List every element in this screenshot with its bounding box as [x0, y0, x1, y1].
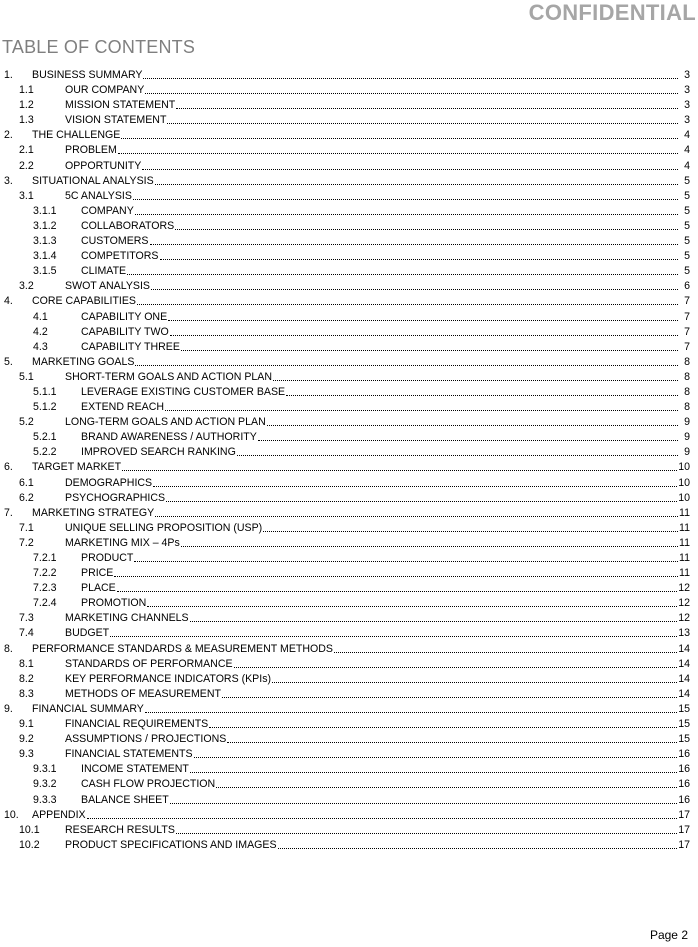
dot-leader: [237, 445, 678, 456]
toc-entry-number: 9.3.1: [33, 763, 57, 776]
toc-entry-label[interactable]: CAPABILITY ONE: [81, 310, 168, 323]
toc-entry-number: 5.2.2: [33, 446, 57, 459]
dot-leader: [118, 143, 678, 154]
confidential-header: CONFIDENTIAL: [528, 0, 696, 25]
dot-leader: [145, 702, 677, 713]
toc-entry-page: 9: [684, 416, 690, 429]
toc-entry-label[interactable]: KEY PERFORMANCE INDICATORS (KPIs): [65, 672, 272, 685]
toc-entry-label[interactable]: OPPORTUNITY: [65, 159, 142, 172]
toc-entry-number: 3.1.4: [33, 250, 57, 263]
toc-entry-label[interactable]: PRODUCT SPECIFICATIONS AND IMAGES: [65, 838, 277, 851]
toc-entry-page: 3: [684, 69, 690, 81]
toc-entry-page: 7: [684, 325, 690, 338]
toc-entry[interactable]: [0, 732, 690, 747]
toc-entry-number: 7.3: [19, 612, 34, 625]
toc-entry-number: 9.3.2: [33, 778, 57, 791]
toc-entry[interactable]: [0, 325, 690, 340]
toc-entry[interactable]: [0, 159, 690, 174]
toc-entry-page: 11: [679, 567, 690, 580]
toc-entry[interactable]: [0, 838, 690, 853]
table-of-contents: [0, 68, 690, 853]
toc-entry-page: 11: [679, 552, 690, 564]
toc-entry-label[interactable]: PRICE: [81, 567, 114, 580]
toc-entry-page: 11: [679, 506, 690, 519]
toc-entry-number: 1.3: [19, 114, 34, 127]
toc-entry-page: 13: [678, 627, 690, 640]
toc-entry-page: 17: [678, 838, 690, 851]
toc-entry-number: 3.1.5: [33, 265, 57, 278]
dot-leader: [134, 551, 678, 562]
dot-leader: [190, 611, 678, 622]
toc-entry-page: 12: [678, 597, 690, 610]
toc-entry-page: 17: [678, 808, 690, 821]
dot-leader: [209, 717, 677, 728]
toc-entry[interactable]: [0, 310, 690, 325]
dot-leader: [151, 279, 678, 290]
dot-leader: [117, 581, 677, 592]
toc-entry[interactable]: [0, 370, 690, 385]
toc-entry-page: 5: [684, 250, 690, 263]
toc-entry-page: 11: [679, 521, 690, 534]
toc-entry[interactable]: [0, 279, 690, 294]
toc-entry[interactable]: [0, 189, 690, 204]
toc-entry-number: 4.3: [33, 340, 48, 353]
toc-entry-number: 5.1.1: [33, 385, 57, 398]
toc-entry-number: 7.: [4, 506, 13, 519]
toc-entry-page: 17: [678, 823, 690, 836]
toc-entry-number: 9.1: [19, 718, 34, 731]
toc-entry-label[interactable]: MARKETING GOALS: [32, 355, 135, 368]
toc-entry[interactable]: [0, 506, 690, 521]
toc-entry-label[interactable]: OUR COMPANY: [65, 84, 145, 97]
toc-entry-page: 8: [684, 385, 690, 398]
toc-entry-label[interactable]: SWOT ANALYSIS: [65, 280, 150, 293]
toc-entry-number: 5.2: [19, 416, 34, 429]
toc-entry-number: 3.1.3: [33, 235, 57, 248]
toc-entry-page: 14: [678, 642, 690, 655]
toc-entry[interactable]: [0, 219, 690, 234]
dot-leader: [127, 264, 678, 275]
toc-entry-label[interactable]: PROMOTION: [81, 597, 147, 610]
toc-entry-number: 5.: [4, 355, 13, 368]
toc-entry-page: 16: [678, 748, 690, 761]
toc-entry-label[interactable]: PSYCHOGRAPHICS: [65, 491, 166, 504]
dot-leader: [114, 566, 678, 577]
toc-entry-number: 4.1: [33, 310, 48, 323]
toc-entry-number: 9.3: [19, 748, 34, 761]
toc-entry-page: 7: [684, 340, 690, 353]
toc-entry[interactable]: [0, 445, 690, 460]
toc-entry-label[interactable]: SITUATIONAL ANALYSIS: [32, 174, 154, 187]
toc-entry-number: 3.: [4, 174, 13, 187]
toc-entry-number: 10.2: [19, 838, 40, 851]
toc-entry[interactable]: [0, 747, 690, 762]
toc-entry-page: 10: [678, 461, 690, 474]
dot-leader: [334, 642, 677, 653]
toc-entry-page: 6: [684, 280, 690, 293]
toc-entry-page: 7: [684, 310, 690, 323]
dot-leader: [137, 294, 678, 305]
toc-entry-label[interactable]: LONG-TERM GOALS AND ACTION PLAN: [65, 416, 266, 429]
dot-leader: [160, 249, 679, 260]
toc-entry[interactable]: [0, 808, 690, 823]
toc-entry-page: 16: [678, 763, 690, 776]
toc-entry-number: 9.2: [19, 733, 34, 746]
toc-entry-number: 1.: [4, 69, 13, 81]
toc-entry-page: 8: [684, 355, 690, 368]
dot-leader: [258, 430, 678, 441]
toc-entry[interactable]: [0, 596, 690, 611]
toc-entry-page: 5: [684, 235, 690, 248]
toc-entry-page: 9: [684, 446, 690, 459]
toc-entry-page: 14: [678, 672, 690, 685]
toc-entry-label[interactable]: BALANCE SHEET: [81, 793, 169, 806]
toc-entry[interactable]: [0, 672, 690, 687]
dot-leader: [87, 808, 678, 819]
toc-entry-label[interactable]: TARGET MARKET: [32, 461, 122, 474]
toc-entry-label[interactable]: BRAND AWARENESS / AUTHORITY: [81, 431, 257, 444]
toc-entry-page: 12: [678, 582, 690, 595]
toc-entry-page: 11: [679, 536, 690, 549]
toc-entry[interactable]: [0, 687, 690, 702]
toc-entry-number: 4.: [4, 295, 13, 308]
dot-leader: [110, 626, 677, 637]
toc-entry[interactable]: [0, 430, 690, 445]
toc-entry-number: 6.2: [19, 491, 34, 504]
toc-entry-number: 7.2.2: [33, 567, 57, 580]
toc-entry-number: 2.2: [19, 159, 34, 172]
toc-entry-label[interactable]: IMPROVED SEARCH RANKING: [81, 446, 236, 459]
toc-entry-page: 10: [678, 491, 690, 504]
toc-entry-page: 16: [678, 793, 690, 806]
toc-entry-number: 1.2: [19, 99, 34, 112]
toc-entry-label[interactable]: DEMOGRAPHICS: [65, 476, 153, 489]
dot-leader: [272, 672, 677, 683]
dot-leader: [181, 340, 678, 351]
toc-entry[interactable]: [0, 566, 690, 581]
toc-entry-number: 10.1: [19, 823, 40, 836]
dot-leader: [234, 657, 678, 668]
dot-leader: [286, 385, 678, 396]
dot-leader: [165, 400, 678, 411]
page-number: Page 2: [649, 928, 688, 942]
toc-entry-page: 8: [684, 370, 690, 383]
toc-entry[interactable]: [0, 717, 690, 732]
toc-entry-label[interactable]: APPENDIX: [32, 808, 86, 821]
toc-entry[interactable]: [0, 234, 690, 249]
toc-entry[interactable]: [0, 204, 690, 219]
toc-entry[interactable]: [0, 702, 690, 717]
toc-entry-number: 6.: [4, 461, 13, 474]
dot-leader: [135, 355, 678, 366]
toc-entry-label[interactable]: CUSTOMERS: [81, 235, 149, 248]
dot-leader: [176, 823, 677, 834]
toc-entry-page: 10: [678, 476, 690, 489]
dot-leader: [145, 83, 678, 94]
toc-entry-page: 5: [684, 174, 690, 187]
toc-entry-label[interactable]: PLACE: [81, 582, 116, 595]
dot-leader: [168, 310, 678, 321]
toc-entry[interactable]: [0, 143, 690, 158]
toc-entry-label[interactable]: FINANCIAL REQUIREMENTS: [65, 718, 209, 731]
dot-leader: [147, 596, 677, 607]
toc-entry-label[interactable]: RESEARCH RESULTS: [65, 823, 175, 836]
dot-leader: [175, 219, 678, 230]
toc-entry-number: 3.1.2: [33, 219, 57, 232]
toc-entry[interactable]: [0, 415, 690, 430]
toc-entry-label[interactable]: VISION STATEMENT: [65, 114, 167, 127]
dot-leader: [122, 460, 677, 471]
toc-entry-label[interactable]: CORE CAPABILITIES: [32, 295, 137, 308]
toc-entry-number: 9.: [4, 702, 13, 715]
dot-leader: [222, 687, 677, 698]
toc-entry[interactable]: [0, 823, 690, 838]
toc-entry-number: 2.1: [19, 144, 34, 157]
toc-entry-number: 7.4: [19, 627, 34, 640]
toc-entry[interactable]: [0, 611, 690, 626]
toc-entry-number: 5.2.1: [33, 431, 57, 444]
toc-entry-label[interactable]: PROBLEM: [65, 144, 117, 157]
toc-entry-page: 5: [684, 204, 690, 217]
toc-entry-number: 7.2.3: [33, 582, 57, 595]
toc-entry-label[interactable]: CAPABILITY TWO: [81, 325, 169, 338]
dot-leader: [176, 98, 678, 109]
toc-entry[interactable]: [0, 355, 690, 370]
toc-entry-label[interactable]: COLLABORATORS: [81, 219, 175, 232]
toc-entry-label[interactable]: METHODS OF MEASUREMENT: [65, 687, 221, 700]
toc-entry[interactable]: [0, 294, 690, 309]
dot-leader: [181, 536, 678, 547]
toc-entry-label[interactable]: MARKETING CHANNELS: [65, 612, 189, 625]
dot-leader: [170, 325, 678, 336]
toc-entry-page: 8: [684, 401, 690, 414]
toc-entry-number: 3.2: [19, 280, 34, 293]
toc-entry-page: 3: [684, 99, 690, 112]
toc-entry-number: 7.2: [19, 536, 34, 549]
toc-entry-number: 2.: [4, 129, 13, 142]
toc-entry[interactable]: [0, 476, 690, 491]
toc-entry[interactable]: [0, 491, 690, 506]
toc-entry-page: 3: [684, 84, 690, 97]
toc-entry-page: 7: [684, 295, 690, 308]
toc-entry-page: 4: [684, 144, 690, 157]
toc-entry-number: 8.3: [19, 687, 34, 700]
toc-entry[interactable]: [0, 762, 690, 777]
dot-leader: [150, 234, 679, 245]
toc-title: TABLE OF CONTENTS: [2, 37, 196, 57]
toc-entry-page: 15: [678, 733, 690, 746]
toc-entry[interactable]: [0, 551, 690, 566]
toc-entry[interactable]: [0, 521, 690, 536]
toc-entry-page: 9: [684, 431, 690, 444]
toc-entry[interactable]: [0, 174, 690, 189]
toc-entry-number: 3.1: [19, 189, 34, 202]
toc-entry-page: 5: [684, 219, 690, 232]
toc-entry-page: 5: [684, 265, 690, 278]
toc-entry-label[interactable]: PRODUCT: [81, 552, 134, 564]
toc-entry-number: 7.2.4: [33, 597, 57, 610]
toc-entry-number: 8.: [4, 642, 13, 655]
toc-entry[interactable]: [0, 128, 690, 143]
dot-leader: [263, 521, 678, 532]
toc-entry-page: 4: [684, 159, 690, 172]
toc-entry-label[interactable]: THE CHALLENGE: [32, 129, 121, 142]
toc-entry-page: 4: [684, 129, 690, 142]
toc-entry-page: 14: [678, 687, 690, 700]
toc-entry-number: 7.1: [19, 521, 34, 534]
toc-entry[interactable]: [0, 626, 690, 641]
dot-leader: [167, 113, 678, 124]
dot-leader: [121, 128, 678, 139]
toc-entry[interactable]: [0, 385, 690, 400]
toc-entry[interactable]: [0, 113, 690, 128]
dot-leader: [142, 159, 678, 170]
dot-leader: [227, 732, 677, 743]
dot-leader: [278, 838, 678, 849]
dot-leader: [155, 174, 678, 185]
toc-entry[interactable]: [0, 581, 690, 596]
toc-entry[interactable]: [0, 642, 690, 657]
toc-entry-page: 12: [678, 612, 690, 625]
toc-entry[interactable]: [0, 793, 690, 808]
toc-entry-label[interactable]: BUSINESS SUMMARY: [32, 69, 143, 81]
toc-entry-number: 10.: [4, 808, 19, 821]
toc-entry-number: 8.2: [19, 672, 34, 685]
toc-entry-page: 15: [678, 702, 690, 715]
toc-entry[interactable]: [0, 400, 690, 415]
toc-entry-label[interactable]: MARKETING STRATEGY: [32, 506, 155, 519]
dot-leader: [153, 476, 677, 487]
toc-entry[interactable]: [0, 340, 690, 355]
dot-leader: [273, 370, 678, 381]
toc-entry-label[interactable]: MISSION STATEMENT: [65, 99, 176, 112]
toc-entry-number: 8.1: [19, 657, 34, 670]
toc-entry-page: 16: [678, 778, 690, 791]
dot-leader: [170, 793, 677, 804]
toc-entry-label[interactable]: COMPETITORS: [81, 250, 159, 263]
toc-entry-label[interactable]: FINANCIAL STATEMENTS: [65, 748, 193, 761]
dot-leader: [133, 189, 678, 200]
toc-entry[interactable]: [0, 68, 690, 83]
toc-entry[interactable]: [0, 657, 690, 672]
toc-entry-number: 5.1: [19, 370, 34, 383]
toc-entry[interactable]: [0, 83, 690, 98]
toc-entry-label[interactable]: ASSUMPTIONS / PROJECTIONS: [65, 733, 227, 746]
toc-entry-label[interactable]: MARKETING MIX – 4Ps: [65, 536, 180, 549]
dot-leader: [190, 762, 677, 773]
toc-entry-label[interactable]: LEVERAGE EXISTING CUSTOMER BASE: [81, 385, 286, 398]
dot-leader: [194, 747, 678, 758]
toc-entry-number: 4.2: [33, 325, 48, 338]
toc-entry[interactable]: [0, 536, 690, 551]
toc-entry-number: 9.3.3: [33, 793, 57, 806]
toc-entry-label[interactable]: COMPANY: [81, 204, 134, 217]
dot-leader: [216, 777, 677, 788]
toc-entry-number: 3.1.1: [33, 204, 57, 217]
toc-entry[interactable]: [0, 777, 690, 792]
toc-entry-number: 7.2.1: [33, 552, 57, 564]
toc-entry-page: 5: [684, 189, 690, 202]
dot-leader: [267, 415, 678, 426]
toc-entry-number: 1.1: [19, 84, 34, 97]
dot-leader: [143, 68, 678, 79]
toc-entry-label[interactable]: CASH FLOW PROJECTION: [81, 778, 216, 791]
toc-entry-page: 15: [678, 718, 690, 731]
toc-entry-label[interactable]: UNIQUE SELLING PROPOSITION (USP): [65, 521, 263, 534]
toc-entry-label[interactable]: 5C ANALYSIS: [65, 189, 132, 202]
dot-leader: [166, 491, 677, 502]
toc-entry-number: 6.1: [19, 476, 34, 489]
toc-entry[interactable]: [0, 249, 690, 264]
toc-entry[interactable]: [0, 98, 690, 113]
toc-entry-label[interactable]: FINANCIAL SUMMARY: [32, 702, 144, 715]
toc-entry-page: 14: [678, 657, 690, 670]
dot-leader: [155, 506, 678, 517]
toc-entry-label[interactable]: CLIMATE: [81, 265, 127, 278]
toc-entry-label[interactable]: PERFORMANCE STANDARDS & MEASUREMENT METHODS: [32, 642, 333, 655]
toc-entry-label[interactable]: STANDARDS OF PERFORMANCE: [65, 657, 233, 670]
toc-entry-label[interactable]: SHORT-TERM GOALS AND ACTION PLAN: [65, 370, 273, 383]
toc-entry[interactable]: [0, 460, 690, 475]
toc-entry-label[interactable]: CAPABILITY THREE: [81, 340, 180, 353]
toc-entry-number: 5.1.2: [33, 401, 57, 414]
dot-leader: [135, 204, 678, 215]
toc-entry-page: 3: [684, 114, 690, 127]
toc-entry-label[interactable]: INCOME STATEMENT: [81, 763, 189, 776]
toc-entry-label[interactable]: BUDGET: [65, 627, 110, 640]
toc-entry[interactable]: [0, 264, 690, 279]
toc-entry-label[interactable]: EXTEND REACH: [81, 401, 164, 414]
